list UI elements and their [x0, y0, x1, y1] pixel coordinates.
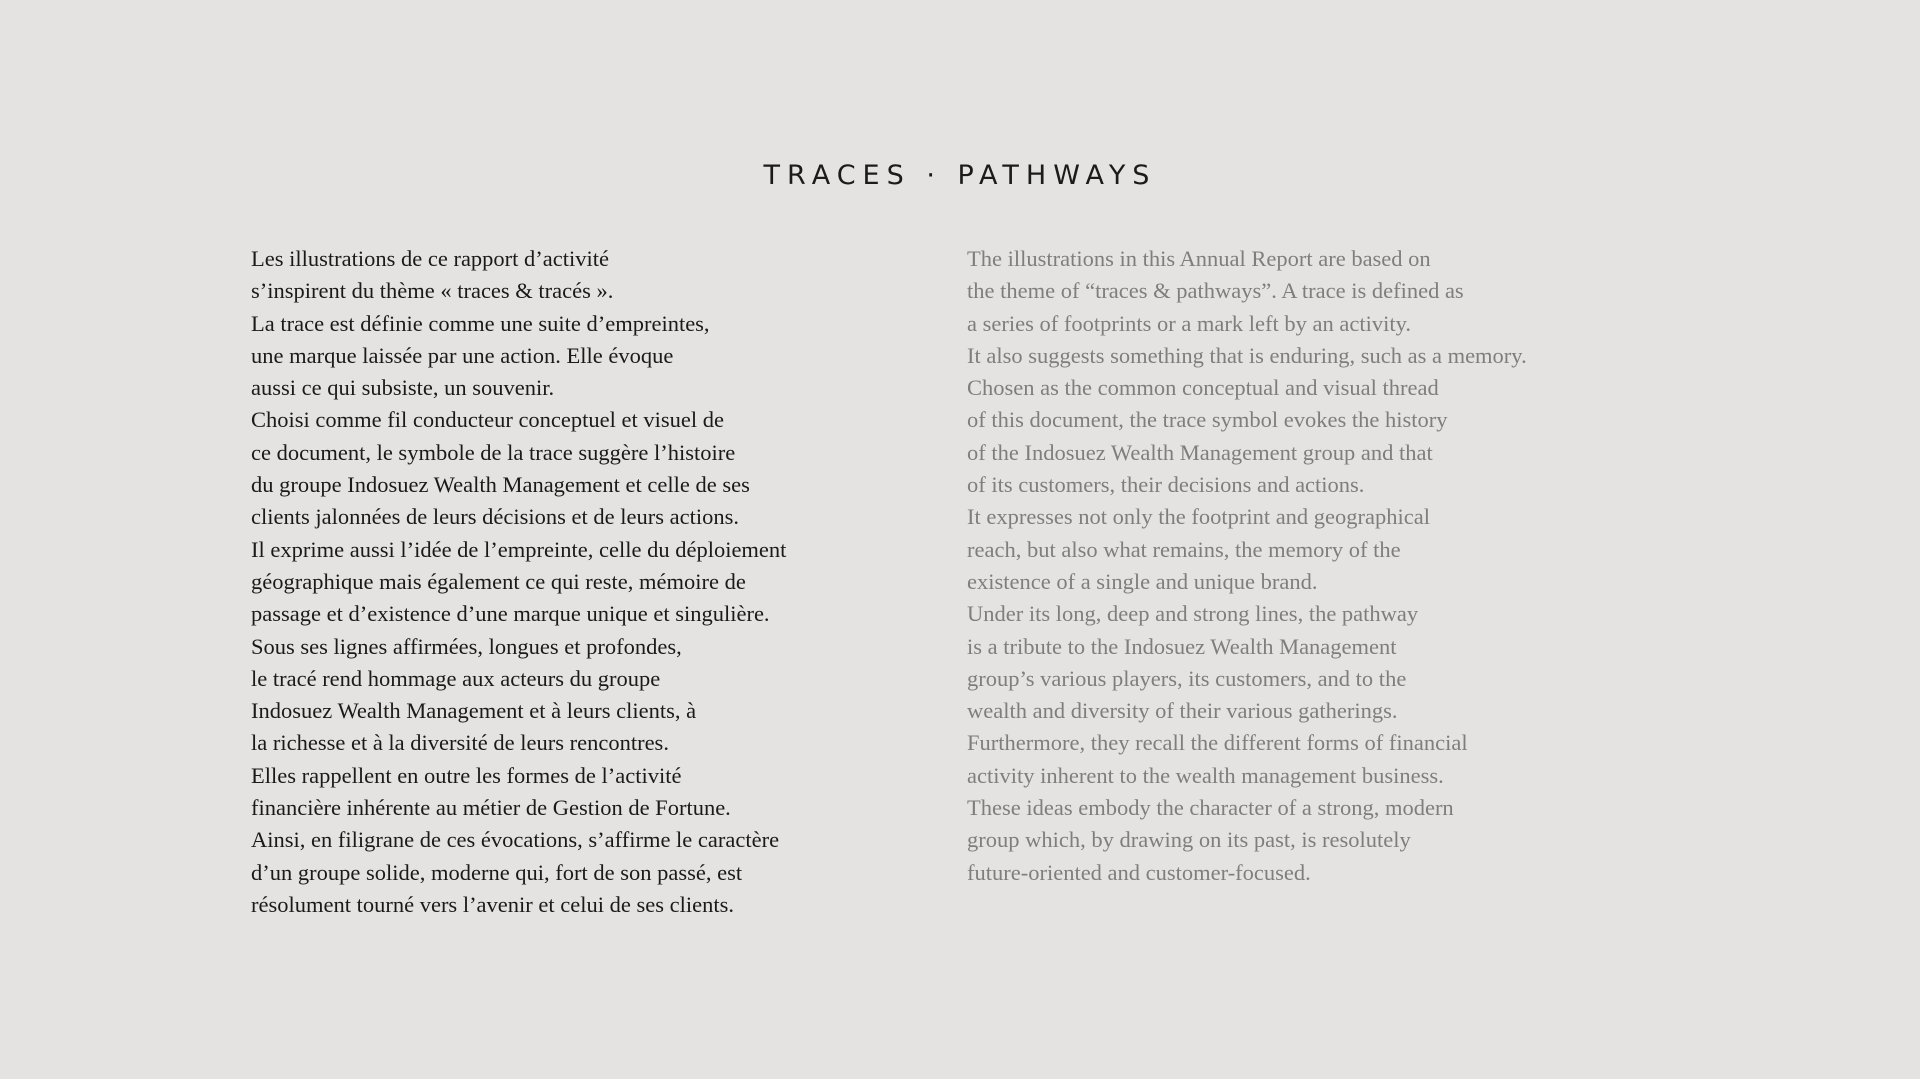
english-text-line: existence of a single and unique brand.: [967, 568, 1318, 594]
english-text-line: It expresses not only the footprint and geographical: [967, 504, 1430, 530]
french-text-line: Sous ses lignes affirmées, longues et profondes,: [251, 633, 682, 659]
english-text-line: is a tribute to the Indosuez Wealth Management: [967, 633, 1397, 659]
english-text-line: wealth and diversity of their various gatherings.: [967, 698, 1398, 724]
french-text-line: La trace est définie comme une suite d’empreintes,: [251, 310, 710, 336]
french-text-line: passage et d’existence d’une marque unique et singulière.: [251, 601, 770, 627]
french-text-line: Les illustrations de ce rapport d’activité: [251, 246, 610, 271]
french-text-line: Il exprime aussi l’idée de l’empreinte, celle du déploiement: [251, 536, 787, 562]
english-text-line: of this document, the trace symbol evokes the history: [967, 407, 1448, 433]
english-text-line: future-oriented and customer-focused.: [967, 859, 1311, 885]
french-text-line: résolument tourné vers l’avenir et celui de ses clients.: [251, 891, 734, 917]
english-text-line: The illustrations in this Annual Report are based on: [967, 246, 1431, 271]
french-text-line: du groupe Indosuez Wealth Management et celle de ses: [251, 472, 750, 498]
french-text-line: Ainsi, en filigrane de ces évocations, s’affirme le caractère: [251, 827, 780, 853]
french-text-column: [251, 243, 786, 921]
english-text-line: group which, by drawing on its past, is resolutely: [967, 827, 1411, 853]
french-text-line: Indosuez Wealth Management et à leurs clients, à: [251, 698, 697, 724]
english-text-line: Under its long, deep and strong lines, the pathway: [967, 601, 1419, 627]
english-text-column: [967, 243, 1527, 889]
french-text-line: aussi ce qui subsiste, un souvenir.: [251, 375, 555, 401]
english-text-line: Chosen as the common conceptual and visual thread: [967, 375, 1439, 401]
english-text-line: These ideas embody the character of a strong, modern: [967, 795, 1454, 821]
french-text-line: la richesse et à la diversité de leurs rencontres.: [251, 730, 669, 756]
french-text-line: ce document, le symbole de la trace suggère l’histoire: [251, 439, 736, 465]
french-text-line: une marque laissée par une action. Elle évoque: [251, 342, 674, 368]
french-text-line: clients jalonnées de leurs décisions et de leurs actions.: [251, 504, 739, 530]
french-text-line: Elles rappellent en outre les formes de l’activité: [251, 762, 682, 788]
english-text-line: It also suggests something that is enduring, such as a memory.: [967, 342, 1527, 368]
french-text-line: financière inhérente au métier de Gestion de Fortune.: [251, 795, 731, 821]
english-text-line: of its customers, their decisions and actions.: [967, 472, 1365, 498]
english-text-line: activity inherent to the wealth management business.: [967, 762, 1444, 788]
french-text-line: Choisi comme fil conducteur conceptuel et visuel de: [251, 407, 724, 433]
page-title: TRACES · PATHWAYS: [763, 160, 1157, 191]
french-text-line: le tracé rend hommage aux acteurs du groupe: [251, 665, 661, 691]
english-text-line: of the Indosuez Wealth Management group and that: [967, 439, 1433, 465]
english-text-line: group’s various players, its customers, and to the: [967, 665, 1407, 691]
french-text-line: géographique mais également ce qui reste, mémoire de: [251, 568, 746, 594]
english-text-line: Furthermore, they recall the different forms of financial: [967, 730, 1468, 756]
french-text-line: d’un groupe solide, moderne qui, fort de son passé, est: [251, 859, 743, 885]
english-text-line: the theme of “traces & pathways”. A trace is defined as: [967, 278, 1464, 304]
english-text-line: reach, but also what remains, the memory of the: [967, 536, 1401, 562]
english-text-line: a series of footprints or a mark left by an activity.: [967, 310, 1412, 336]
french-text-line: s’inspirent du thème « traces & tracés ».: [251, 278, 614, 304]
